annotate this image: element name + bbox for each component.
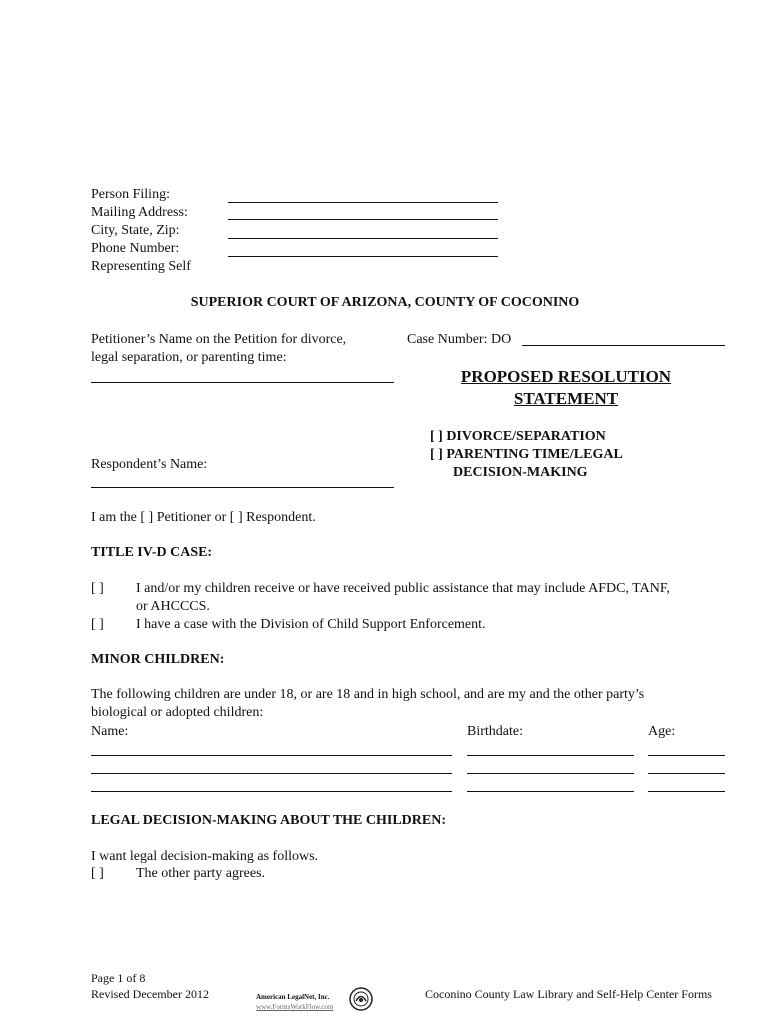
- case-type-divorce[interactable]: [ ] DIVORCE/SEPARATION: [430, 429, 606, 444]
- child-birthdate-line[interactable]: [467, 791, 634, 792]
- phone-number-label: Phone Number:: [91, 241, 180, 256]
- respondent-name-line[interactable]: [91, 487, 394, 488]
- child-birthdate-line[interactable]: [467, 773, 634, 774]
- footer-revised: Revised December 2012: [91, 987, 209, 1001]
- minor-children-intro-line1: The following children are under 18, or are 18 and in high school, and are my and the other party’s: [91, 687, 645, 702]
- party-role-statement[interactable]: I am the [ ] Petitioner or [ ] Respondent.: [91, 510, 316, 525]
- legal-decision-check[interactable]: [ ]: [91, 866, 104, 881]
- logo-url[interactable]: www.FormsWorkFlow.com: [256, 1003, 334, 1011]
- case-number-line[interactable]: [522, 345, 725, 346]
- representing-self-label: Representing Self: [91, 259, 191, 274]
- title-ivd-text2: I have a case with the Division of Child Support Enforcement.: [136, 617, 486, 632]
- petitioner-name-line[interactable]: [91, 382, 394, 383]
- minor-children-intro-line2: biological or adopted children:: [91, 705, 264, 720]
- col-birthdate-label: Birthdate:: [467, 724, 523, 739]
- person-filing-line[interactable]: [228, 202, 498, 203]
- title-ivd-heading: TITLE IV-D CASE:: [91, 545, 213, 560]
- child-name-line[interactable]: [91, 773, 452, 774]
- case-type-parenting[interactable]: [ ] PARENTING TIME/LEGAL: [430, 447, 623, 462]
- child-name-line[interactable]: [91, 791, 452, 792]
- mailing-address-label: Mailing Address:: [91, 205, 188, 220]
- col-age-label: Age:: [648, 724, 676, 739]
- mailing-address-line[interactable]: [228, 219, 498, 220]
- respondent-label: Respondent’s Name:: [91, 457, 208, 472]
- court-title: SUPERIOR COURT OF ARIZONA, COUNTY OF COCONINO: [190, 295, 580, 310]
- person-filing-label: Person Filing:: [91, 187, 170, 202]
- legal-decision-intro: I want legal decision-making as follows.: [91, 849, 319, 864]
- petitioner-label-line1: Petitioner’s Name on the Petition for divorce,: [91, 332, 347, 347]
- phone-number-line[interactable]: [228, 256, 498, 257]
- child-age-line[interactable]: [648, 791, 725, 792]
- legal-decision-heading: LEGAL DECISION-MAKING ABOUT THE CHILDREN:: [91, 813, 446, 828]
- american-legalnet-logo[interactable]: [256, 986, 374, 1016]
- case-number-label: Case Number: DO: [407, 332, 512, 347]
- doc-title-line1: PROPOSED RESOLUTION: [460, 367, 672, 386]
- logo-seal-icon: [349, 987, 373, 1011]
- title-ivd-check1[interactable]: [ ]: [91, 581, 104, 596]
- case-type-parenting-cont: DECISION-MAKING: [453, 465, 588, 480]
- title-ivd-check2[interactable]: [ ]: [91, 617, 104, 632]
- child-age-line[interactable]: [648, 755, 725, 756]
- footer-right-text: Coconino County Law Library and Self-Help Center Forms: [425, 987, 712, 1001]
- doc-title-line2: STATEMENT: [513, 389, 619, 408]
- minor-children-heading: MINOR CHILDREN:: [91, 652, 225, 667]
- logo-name: American LegalNet, Inc.: [256, 993, 330, 1001]
- title-ivd-text1-line1: I and/or my children receive or have received public assistance that may include AFDC, TANF,: [136, 581, 671, 596]
- child-age-line[interactable]: [648, 773, 725, 774]
- title-ivd-text1-line2: or AHCCCS.: [136, 599, 210, 614]
- col-name-label: Name:: [91, 724, 129, 739]
- footer-page-number: Page 1 of 8: [91, 971, 146, 985]
- child-name-line[interactable]: [91, 755, 452, 756]
- legal-decision-option: The other party agrees.: [136, 866, 266, 881]
- city-state-zip-label: City, State, Zip:: [91, 223, 180, 238]
- city-state-zip-line[interactable]: [228, 238, 498, 239]
- petitioner-label-line2: legal separation, or parenting time:: [91, 350, 287, 365]
- child-birthdate-line[interactable]: [467, 755, 634, 756]
